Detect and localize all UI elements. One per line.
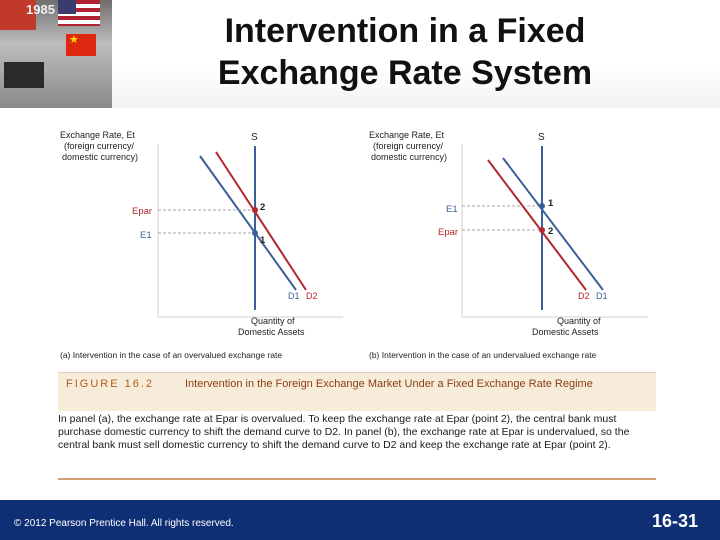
panel-a-caption: (a) Intervention in the case of an overvalued exchange rate <box>60 350 283 360</box>
panel-a-demand-d2 <box>216 152 306 290</box>
panel-b-x-label-1: Quantity of <box>557 316 601 326</box>
panel-b <box>369 130 648 360</box>
panel-a-point-2-marker <box>252 207 258 213</box>
panel-b-y-label-2: (foreign currency/ <box>373 141 444 151</box>
slide-title <box>150 10 660 94</box>
panel-a-point-1-marker <box>252 230 258 236</box>
slide-number: 16-31 <box>651 511 698 531</box>
panel-a-y-label-2: (foreign currency/ <box>64 141 135 151</box>
panel-a-demand-d1 <box>200 156 296 290</box>
panel-a-y-label-3: domestic currency) <box>62 152 139 162</box>
panel-b-point-2-marker <box>539 227 545 233</box>
panel-a-point-2-label: 2 <box>260 202 266 213</box>
figure-title: Intervention in the Foreign Exchange Market Under a Fixed Exchange Rate Regime <box>185 378 593 390</box>
panel-a-supply-label: S <box>251 132 258 143</box>
title-line-2: Exchange Rate System <box>217 54 593 92</box>
panel-b-supply-label: S <box>538 132 545 143</box>
panel-b-y-label-3: domestic currency) <box>371 152 448 162</box>
title-line-1: Intervention in a Fixed <box>224 12 586 50</box>
panel-b-point-1-marker <box>539 203 545 209</box>
copyright-text: © 2012 Pearson Prentice Hall. All rights reserved. <box>14 518 234 529</box>
panel-a-d1-label: D1 <box>288 291 300 301</box>
panel-b-point-2-label: 2 <box>548 226 554 237</box>
flag-china-icon <box>66 34 96 56</box>
panel-b-caption: (b) Intervention in the case of an undervalued exchange rate <box>369 350 597 360</box>
figure-16-2 <box>58 122 658 490</box>
panel-a-e1-label: E1 <box>140 230 152 241</box>
figure-caption-body: In panel (a), the exchange rate at Epar is overvalued. To keep the exchange rate at Epar (point 2), the central bank must purchase domestic currency to shift the demand curve to D2. In panel (b), the exchange rate at Epar is undervalued, so the central bank must sell domestic currency to shift the demand curve to D2 and keep the exchange rate at Epar (point 2). <box>58 413 630 451</box>
panel-a-epar-label: Epar <box>132 206 153 217</box>
panel-a-x-label-2: Domestic Assets <box>238 327 305 337</box>
panel-b-demand-d1 <box>503 158 603 290</box>
panel-b-d2-label: D2 <box>578 291 590 301</box>
panel-b-epar-label: Epar <box>438 227 459 238</box>
panel-b-d1-label: D1 <box>596 291 608 301</box>
panel-b-demand-d2 <box>488 160 586 290</box>
panel-a-point-1-label: 1 <box>260 235 266 246</box>
figure-label: FIGURE 16.2 <box>66 378 155 390</box>
panel-a-d2-label: D2 <box>306 291 318 301</box>
panel-b-x-label-2: Domestic Assets <box>532 327 599 337</box>
panel-b-y-label-1: Exchange Rate, Et <box>369 130 445 140</box>
panel-b-point-1-label: 1 <box>548 198 554 209</box>
storefront-sign <box>4 62 44 88</box>
photo-lettering: 1985 <box>26 2 55 17</box>
flag-us-icon <box>58 0 100 26</box>
figure-divider <box>58 478 656 480</box>
panel-a-x-label-1: Quantity of <box>251 316 295 326</box>
panel-b-e1-label: E1 <box>446 204 458 215</box>
panel-a <box>60 130 343 360</box>
header-photo <box>0 0 112 108</box>
figure-panels <box>58 122 658 372</box>
panel-a-y-label-1: Exchange Rate, Et <box>60 130 136 140</box>
